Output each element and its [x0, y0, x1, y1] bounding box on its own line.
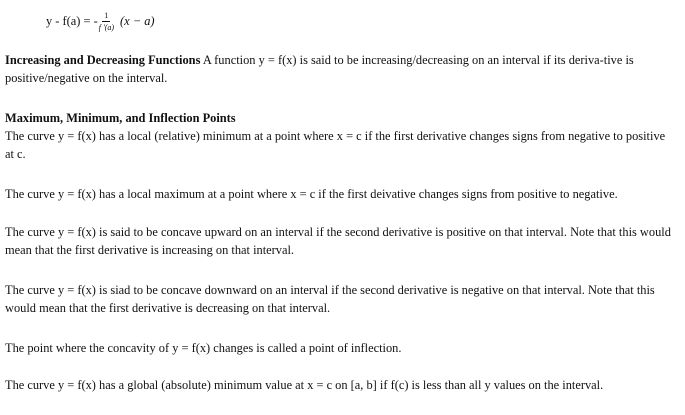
extrema-heading: Maximum, Minimum, and Inflection Points: [5, 111, 236, 125]
concave-upward-paragraph: The curve y = f(x) is said to be concave upward on an interval if the second derivative is positive on that interval. Note that this would mean that the first derivative is increasing on that interval.: [5, 225, 671, 257]
increasing-decreasing-text: A function y = f(x) is said to be increasing/decreasing on an interval if its deriva-tive is positive/negative on the interval.: [5, 53, 634, 85]
formula-rhs: (x − a): [120, 14, 155, 28]
increasing-decreasing-heading: Increasing and Decreasing Functions: [5, 53, 201, 67]
local-maximum-paragraph: The curve y = f(x) has a local maximum at a point where x = c if the first deivative changes signs from positive to negative.: [5, 187, 618, 201]
formula-lhs: y - f(a) = -: [46, 14, 98, 28]
inflection-point-paragraph: The point where the concavity of y = f(x) changes is called a point of inflection.: [5, 341, 402, 355]
concave-downward-paragraph: The curve y = f(x) is siad to be concave downward on an interval if the second derivative is negative on that interval. Note that this would mean that the first derivative is decreasing on that interval.: [5, 283, 655, 315]
increasing-decreasing-paragraph: [5, 51, 677, 87]
formula-fraction: [99, 11, 114, 32]
formula-fraction-denominator: f ′(a): [98, 22, 115, 32]
local-minimum-paragraph: The curve y = f(x) has a local (relative) minimum at a point where x = c if the first derivative changes signs from negative to positive at c.: [5, 129, 666, 161]
formula-fraction-numerator: 1: [104, 10, 109, 20]
global-minimum-paragraph: The curve y = f(x) has a global (absolute) minimum value at x = c on [a, b] if f(c) is less than all y values on the interval.: [5, 378, 604, 392]
tangent-normal-formula: [46, 9, 155, 33]
